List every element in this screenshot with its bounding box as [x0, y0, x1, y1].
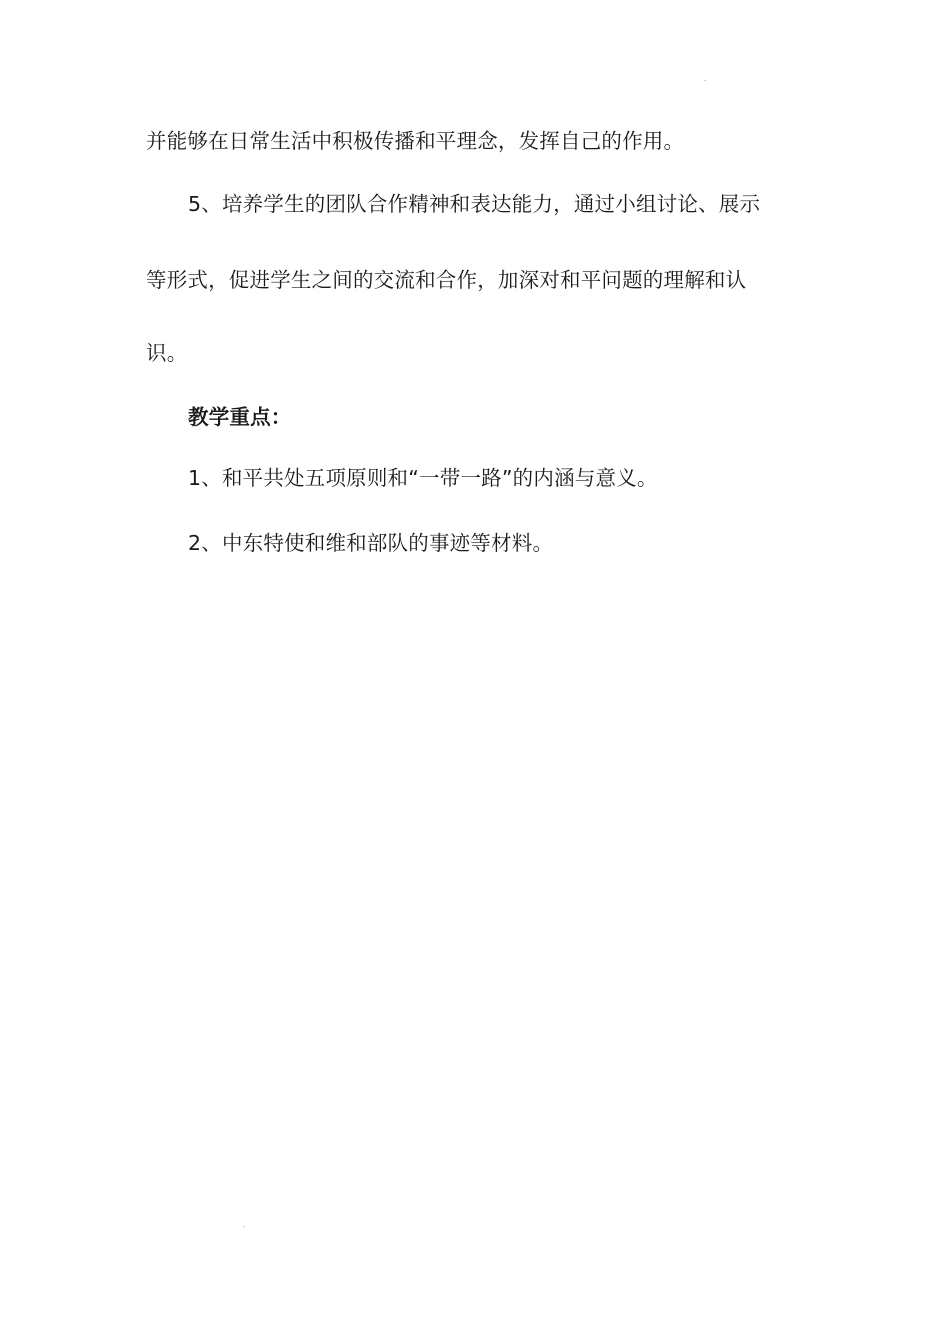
- page-mark-top: [704, 80, 706, 81]
- paragraph-line: 5、培养学生的团队合作精神和表达能力，通过小组讨论、展示: [188, 192, 761, 216]
- key-point-item: 2、中东特使和维和部队的事迹等材料。: [188, 531, 554, 555]
- key-point-item: 1、和平共处五项原则和“一带一路”的内涵与意义。: [188, 466, 658, 490]
- page-mark-bottom: [243, 1226, 245, 1227]
- paragraph-line: 等形式，促进学生之间的交流和合作，加深对和平问题的理解和认: [146, 268, 747, 292]
- paragraph-line: 并能够在日常生活中积极传播和平理念，发挥自己的作用。: [146, 129, 685, 153]
- paragraph-line: 识。: [146, 341, 188, 365]
- section-heading: 教学重点：: [188, 405, 292, 429]
